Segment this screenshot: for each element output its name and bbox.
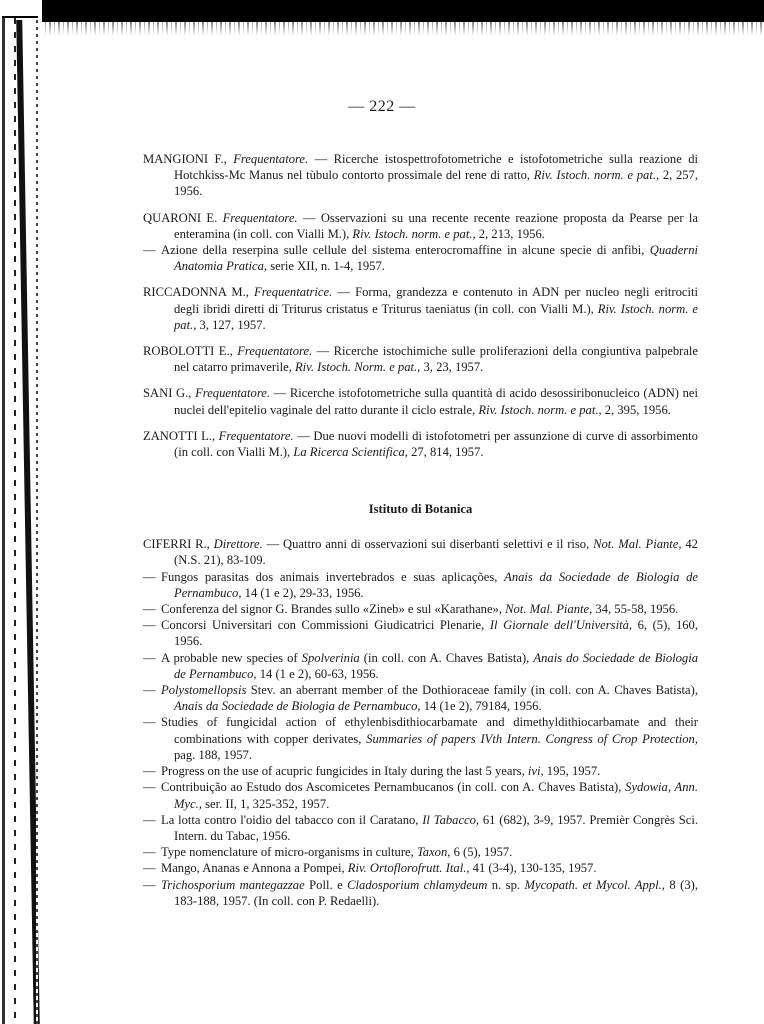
journal: Riv. Istoch. norm. e pat., bbox=[174, 301, 698, 332]
title: — Forma, grandezza e contenuto in ADN per nucleo negli eritrociti degli ibridi diretti di Triturus cristatus e Triturus taeniatus (in coll. con Vialli M.), bbox=[174, 285, 698, 316]
journal: Taxon, bbox=[416, 845, 451, 860]
title: — Ricerche istochimiche sulle proliferazioni della congiuntiva palpebrale nel catarro primaverile, bbox=[174, 344, 698, 375]
title: Concorsi Universitari con Commissioni Giudicatrici Plenarie, bbox=[161, 618, 490, 633]
taxon-name: Spolverinia bbox=[301, 650, 360, 665]
ditto-dash: — bbox=[143, 569, 156, 584]
journal: Anais da Sociedade de Biologia de Pernambuco, bbox=[174, 699, 421, 714]
page-number: — 222 — bbox=[348, 98, 416, 115]
section-heading: Istituto di Botanica bbox=[368, 502, 473, 517]
title: Contribuição ao Estudo dos Ascomicetes Pernambucanos (in coll. con A. Chaves Batista), bbox=[161, 780, 626, 795]
bib-entry-ciferri-mango bbox=[143, 860, 698, 876]
title: Fungos parasitas dos animais invertebrados e suas aplicações, bbox=[161, 569, 505, 584]
bib-entry-ciferri-polystomellopsis bbox=[143, 682, 698, 714]
bib-entry-quaroni bbox=[143, 210, 698, 242]
citation-details: 27, 814, 1957. bbox=[407, 445, 484, 460]
citation-details: 2, 395, 1956. bbox=[601, 402, 671, 417]
citation-details: 2, 213, 1956. bbox=[475, 226, 545, 241]
journal: Il Giornale dell'Università, bbox=[489, 618, 633, 633]
citation-details: 61 (682), 3-9, 1957. Premièr Congrès Sci. Intern. du Tabac, 1956. bbox=[174, 812, 698, 843]
citation-details: 42 (N.S. 21), 83-109. bbox=[174, 537, 698, 568]
citation-details: 2, 257, 1956. bbox=[174, 168, 699, 199]
bib-entry-mangioni bbox=[143, 151, 698, 200]
bib-entry-ciferri bbox=[143, 536, 698, 568]
bib-entry-ciferri-progress bbox=[143, 763, 698, 779]
bib-entry-robolotti bbox=[143, 343, 698, 375]
taxon-name: Polystomellopsis bbox=[161, 683, 247, 698]
journal: Summaries of papers IVth Intern. Congress of Crop Protection, bbox=[366, 731, 698, 746]
ditto-dash: — bbox=[143, 861, 156, 876]
ditto-dash: — bbox=[143, 812, 156, 827]
bib-entry-zanotti bbox=[143, 428, 698, 460]
journal: Riv. Istoch. norm. e pat., bbox=[533, 168, 660, 183]
role: Frequentatore. bbox=[237, 344, 313, 359]
bib-entry-ciferri-trichosporium bbox=[143, 877, 698, 909]
author: RICCADONNA M., bbox=[143, 285, 249, 300]
ditto-dash: — bbox=[143, 243, 156, 258]
ditto-dash: — bbox=[143, 650, 156, 665]
role: Frequentatore. bbox=[222, 210, 298, 225]
author: ROBOLOTTI E., bbox=[143, 344, 233, 359]
taxon-name-2: Cladosporium chlamydeum bbox=[347, 877, 488, 892]
ditto-dash: — bbox=[143, 602, 156, 617]
bib-entry-ciferri-studies bbox=[143, 714, 698, 763]
ditto-dash: — bbox=[143, 683, 156, 698]
title: — Osservazioni su una recente recente reazione proposta da Pearse per la enteramina (in coll. con Vialli M.), bbox=[174, 210, 698, 241]
citation-details: 34, 55-58, 1956. bbox=[592, 602, 679, 617]
role: Frequentatore. bbox=[195, 386, 271, 401]
journal: Riv. Istoch. norm. e pat., bbox=[352, 226, 476, 241]
ditto-dash: — bbox=[143, 877, 156, 892]
book-spine-edge bbox=[0, 0, 42, 1024]
citation-details: 14 (1 e 2), 60-63, 1956. bbox=[256, 666, 379, 681]
citation-details: 3, 23, 1957. bbox=[420, 360, 484, 375]
bib-entry-quaroni-2 bbox=[143, 242, 698, 274]
citation-details: 6, (5), 160, 1956. bbox=[174, 618, 698, 649]
journal: Riv. Istoch. Norm. e pat., bbox=[294, 360, 421, 375]
bib-entry-sani bbox=[143, 385, 698, 417]
bib-entry-ciferri-spolverinia bbox=[143, 650, 698, 682]
title: Poll. e bbox=[304, 877, 348, 892]
scan-noise bbox=[40, 22, 764, 36]
title: — Quattro anni di osservazioni sui diserbanti selettivi e il riso, bbox=[262, 537, 594, 552]
bib-entry-ciferri-type bbox=[143, 844, 698, 860]
journal: Anais do Sociedade de Biologia de Pernambuco, bbox=[174, 650, 698, 681]
title: Azione della reserpina sulle cellule del sistema enterocromaffine in alcune specie di anfibi, bbox=[161, 243, 650, 258]
citation-details: 195, 1957. bbox=[543, 764, 601, 779]
title-prefix: A probable new species of bbox=[161, 650, 302, 665]
title: Type nomenclature of micro-organisms in culture, bbox=[161, 845, 417, 860]
bib-entry-riccadonna bbox=[143, 284, 698, 333]
citation-details: 41 (3-4), 130-135, 1957. bbox=[469, 861, 597, 876]
journal: Quaderni Anatomia Pratica, bbox=[174, 243, 698, 274]
role: Direttore. bbox=[213, 537, 263, 552]
journal: Not. Mal. Piante, bbox=[505, 602, 593, 617]
ditto-dash: — bbox=[143, 618, 156, 633]
taxon-name: Trichosporium mantegazzae bbox=[161, 877, 305, 892]
citation-details: 8 (3), 183-188, 1957. (In coll. con P. Redaelli). bbox=[174, 877, 698, 908]
title: — Due nuovi modelli di istofotometri per assunzione di curve di assorbimento (in coll. con Vialli M.), bbox=[174, 428, 698, 460]
journal: La Ricerca Scientifica, bbox=[293, 445, 408, 460]
bib-entry-ciferri-concorsi bbox=[143, 617, 698, 649]
title: — Ricerche istospettrofotometriche e istofotometriche sulla reazione di Hotchkiss-Mc Manus nel tùbulo contorto prossimale del rene di ratto, bbox=[174, 152, 699, 183]
journal: ivi, bbox=[527, 764, 544, 779]
citation-details: ser. II, 1, 325-352, 1957. bbox=[201, 796, 330, 811]
scan-top-border bbox=[0, 0, 764, 22]
bib-entry-ciferri-fungos bbox=[143, 569, 698, 601]
bib-entry-ciferri-conferenza bbox=[143, 601, 698, 617]
author: MANGIONI F., bbox=[143, 152, 227, 166]
ditto-dash: — bbox=[143, 780, 156, 795]
title: Studies of fungicidal action of ethylenbisdithiocarbamate and dimethyldithiocarbamate and their combinations with copper derivates, bbox=[161, 715, 698, 746]
title-suffix: n. sp. bbox=[487, 877, 525, 892]
journal: Not. Mal. Piante, bbox=[593, 537, 682, 552]
role: Frequentatore. bbox=[218, 428, 294, 443]
citation-details: pag. 188, 1957. bbox=[174, 747, 253, 762]
bib-entry-ciferri-contribuicao bbox=[143, 779, 698, 811]
author: SANI G., bbox=[143, 386, 192, 401]
role: Frequentatrice. bbox=[254, 285, 333, 300]
author: CIFERRI R., bbox=[143, 537, 210, 552]
ditto-dash: — bbox=[143, 845, 156, 860]
citation-details: 14 (1 e 2), 29-33, 1956. bbox=[241, 585, 364, 600]
title: Progress on the use of acupric fungicides in Italy during the last 5 years, bbox=[161, 764, 528, 779]
bibliography bbox=[143, 151, 698, 909]
title: (in coll. con A. Chaves Batista), bbox=[359, 650, 534, 665]
citation-details: serie XII, n. 1-4, 1957. bbox=[267, 259, 385, 274]
journal: Il Tabacco, bbox=[422, 812, 480, 827]
title: — Ricerche istofotometriche sulla quantità di acido desossiribonucleico (ADN) nei nuclei dell'epitelio vaginale del ratto durante il ciclo estrale, bbox=[174, 386, 699, 417]
citation-details: 14 (1e 2), 79184, 1956. bbox=[420, 699, 542, 714]
journal: Anais da Sociedade de Biologia de Pernambuco, bbox=[174, 569, 698, 600]
ditto-dash: — bbox=[143, 764, 156, 779]
title: Stev. an aberrant member of the Dothioraceae family (in coll. con A. Chaves Batista), bbox=[246, 683, 698, 698]
journal: Riv. Ortoflorofrutt. Ital., bbox=[347, 861, 470, 876]
journal: Mycopath. et Mycol. Appl., bbox=[524, 877, 665, 892]
journal: Riv. Istoch. norm. e pat., bbox=[478, 402, 602, 417]
title: Mango, Ananas e Annona a Pompei, bbox=[161, 861, 348, 876]
author: QUARONI E. bbox=[143, 210, 218, 225]
ditto-dash: — bbox=[143, 715, 156, 730]
citation-details: 6 (5), 1957. bbox=[450, 845, 513, 860]
bib-entry-ciferri-lotta bbox=[143, 812, 698, 844]
author: ZANOTTI L., bbox=[143, 428, 216, 443]
title: Conferenza del signor G. Brandes sullo «Zineb» e sul «Karathane», bbox=[161, 602, 506, 617]
citation-details: 3, 127, 1957. bbox=[196, 317, 266, 332]
journal: Sydowia, Ann. Myc., bbox=[174, 780, 698, 811]
title: La lotta contro l'oidio del tabacco con il Caratano, bbox=[161, 812, 423, 827]
role: Frequentatore. bbox=[233, 152, 309, 166]
